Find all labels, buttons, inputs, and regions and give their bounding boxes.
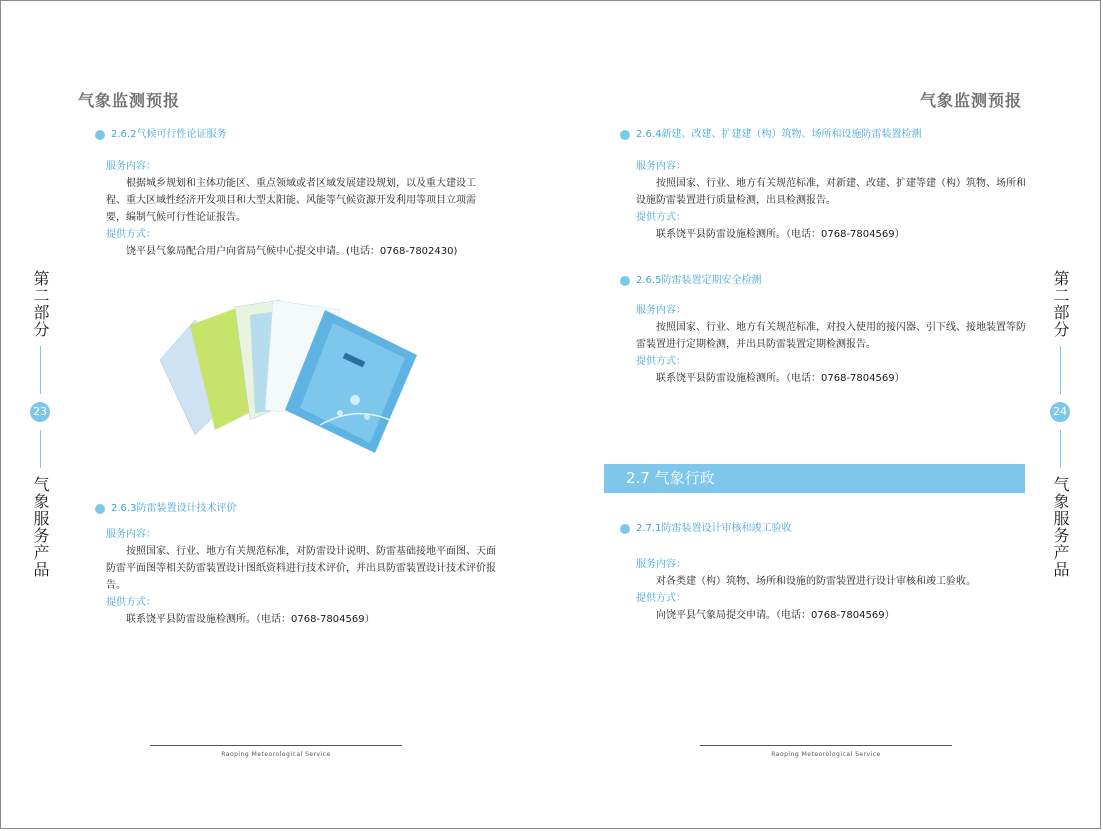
page-number: 24: [1050, 402, 1070, 422]
side-product-label: 气象服务产品: [1051, 476, 1070, 578]
service-text: 按照国家、行业、地方有关规范标准，对防雷设计说明、防雷基础接地平面图、天面防雷平面图等相关防雷装置设计图纸资料进行技术评价，并出具防雷装置设计技术评价报告。: [106, 546, 496, 591]
bullet-dot-icon: [620, 524, 630, 534]
side-divider: [40, 430, 41, 468]
provide-text: 联系饶平县防雷设施检测所。（电话：0768-7804569）: [126, 614, 375, 625]
side-divider: [1060, 430, 1061, 468]
side-divider: [1060, 346, 1061, 394]
service-label: 服务内容：: [636, 161, 686, 172]
footer-text: Raoping Meteorological Service: [771, 751, 881, 758]
side-part-label: 第二部分: [31, 270, 50, 338]
page-number: 23: [30, 402, 50, 422]
provide-label: 提供方式：: [636, 593, 686, 604]
right-header-title: 气象监测预报: [920, 91, 1023, 110]
section-2-6-2: [95, 128, 495, 260]
provide-text: 饶平县气象局配合用户向省局气候中心提交申请。(电话：0768-7802430): [126, 246, 458, 257]
service-label: 服务内容：: [636, 305, 686, 316]
footer-rule: [700, 745, 952, 746]
report-booklets-icon: [160, 300, 417, 453]
side-product-label: 气象服务产品: [31, 476, 50, 578]
service-text: 按照国家、行业、地方有关规范标准，对新建、改建、扩建等建（构）筑物、场所和设施防雷装置进行质量检测，出具检测报告。: [636, 178, 1026, 206]
footer-rule: [150, 745, 402, 746]
left-side-tab: [28, 270, 52, 578]
service-label: 服务内容：: [106, 161, 156, 172]
service-label: 服务内容：: [106, 529, 156, 540]
provide-text: 联系饶平县防雷设施检测所。（电话：0768-7804569）: [656, 229, 905, 240]
provide-text: 向饶平县气象局提交申请。（电话：0768-7804569）: [656, 610, 895, 621]
section-title: 2.6.4新建、改建、扩建建（构）筑物、场所和设施防雷装置检测: [636, 129, 922, 140]
side-divider: [40, 346, 41, 394]
report-booklets-image: [155, 295, 420, 460]
provide-label: 提供方式：: [636, 212, 686, 223]
service-text: 根据城乡规划和主体功能区、重点领域或者区域发展建设规划，以及重大建设工程、重大区域性经济开发项目和大型太阳能、风能等气候资源开发利用等项目立项需要，编制气候可行性论证报告。: [106, 178, 476, 223]
bullet-dot-icon: [95, 504, 105, 514]
section-2-6-5: [620, 274, 1030, 387]
left-header-title: 气象监测预报: [78, 91, 181, 110]
section-title: 2.7.1防雷装置设计审核和竣工验收: [636, 523, 792, 534]
right-side-tab: [1048, 270, 1072, 578]
section-2-6-3: [95, 502, 500, 628]
provide-label: 提供方式：: [106, 597, 156, 608]
footer-text: Raoping Meteorological Service: [221, 751, 331, 758]
service-text: 按照国家、行业、地方有关规范标准，对投入使用的接闪器、引下线、接地装置等防雷装置进行定期检测，并出具防雷装置定期检测报告。: [636, 322, 1026, 350]
service-text: 对各类建（构）筑物、场所和设施的防雷装置进行设计审核和竣工验收。: [656, 576, 976, 587]
bullet-dot-icon: [620, 276, 630, 286]
section-band-2-7: 2.7 气象行政: [604, 464, 1025, 493]
side-part-label: 第二部分: [1051, 270, 1070, 338]
provide-label: 提供方式：: [636, 356, 686, 367]
service-label: 服务内容：: [636, 559, 686, 570]
section-2-6-4: [620, 128, 1030, 243]
section-2-7-1: [620, 522, 1030, 624]
section-title: 2.6.3防雷装置设计技术评价: [111, 503, 237, 514]
provide-label: 提供方式：: [106, 229, 156, 240]
provide-text: 联系饶平县防雷设施检测所。（电话：0768-7804569）: [656, 373, 905, 384]
section-title: 2.6.5防雷装置定期安全检测: [636, 275, 762, 286]
section-title: 2.6.2气候可行性论证服务: [111, 129, 227, 140]
bullet-dot-icon: [620, 130, 630, 140]
bullet-dot-icon: [95, 130, 105, 140]
